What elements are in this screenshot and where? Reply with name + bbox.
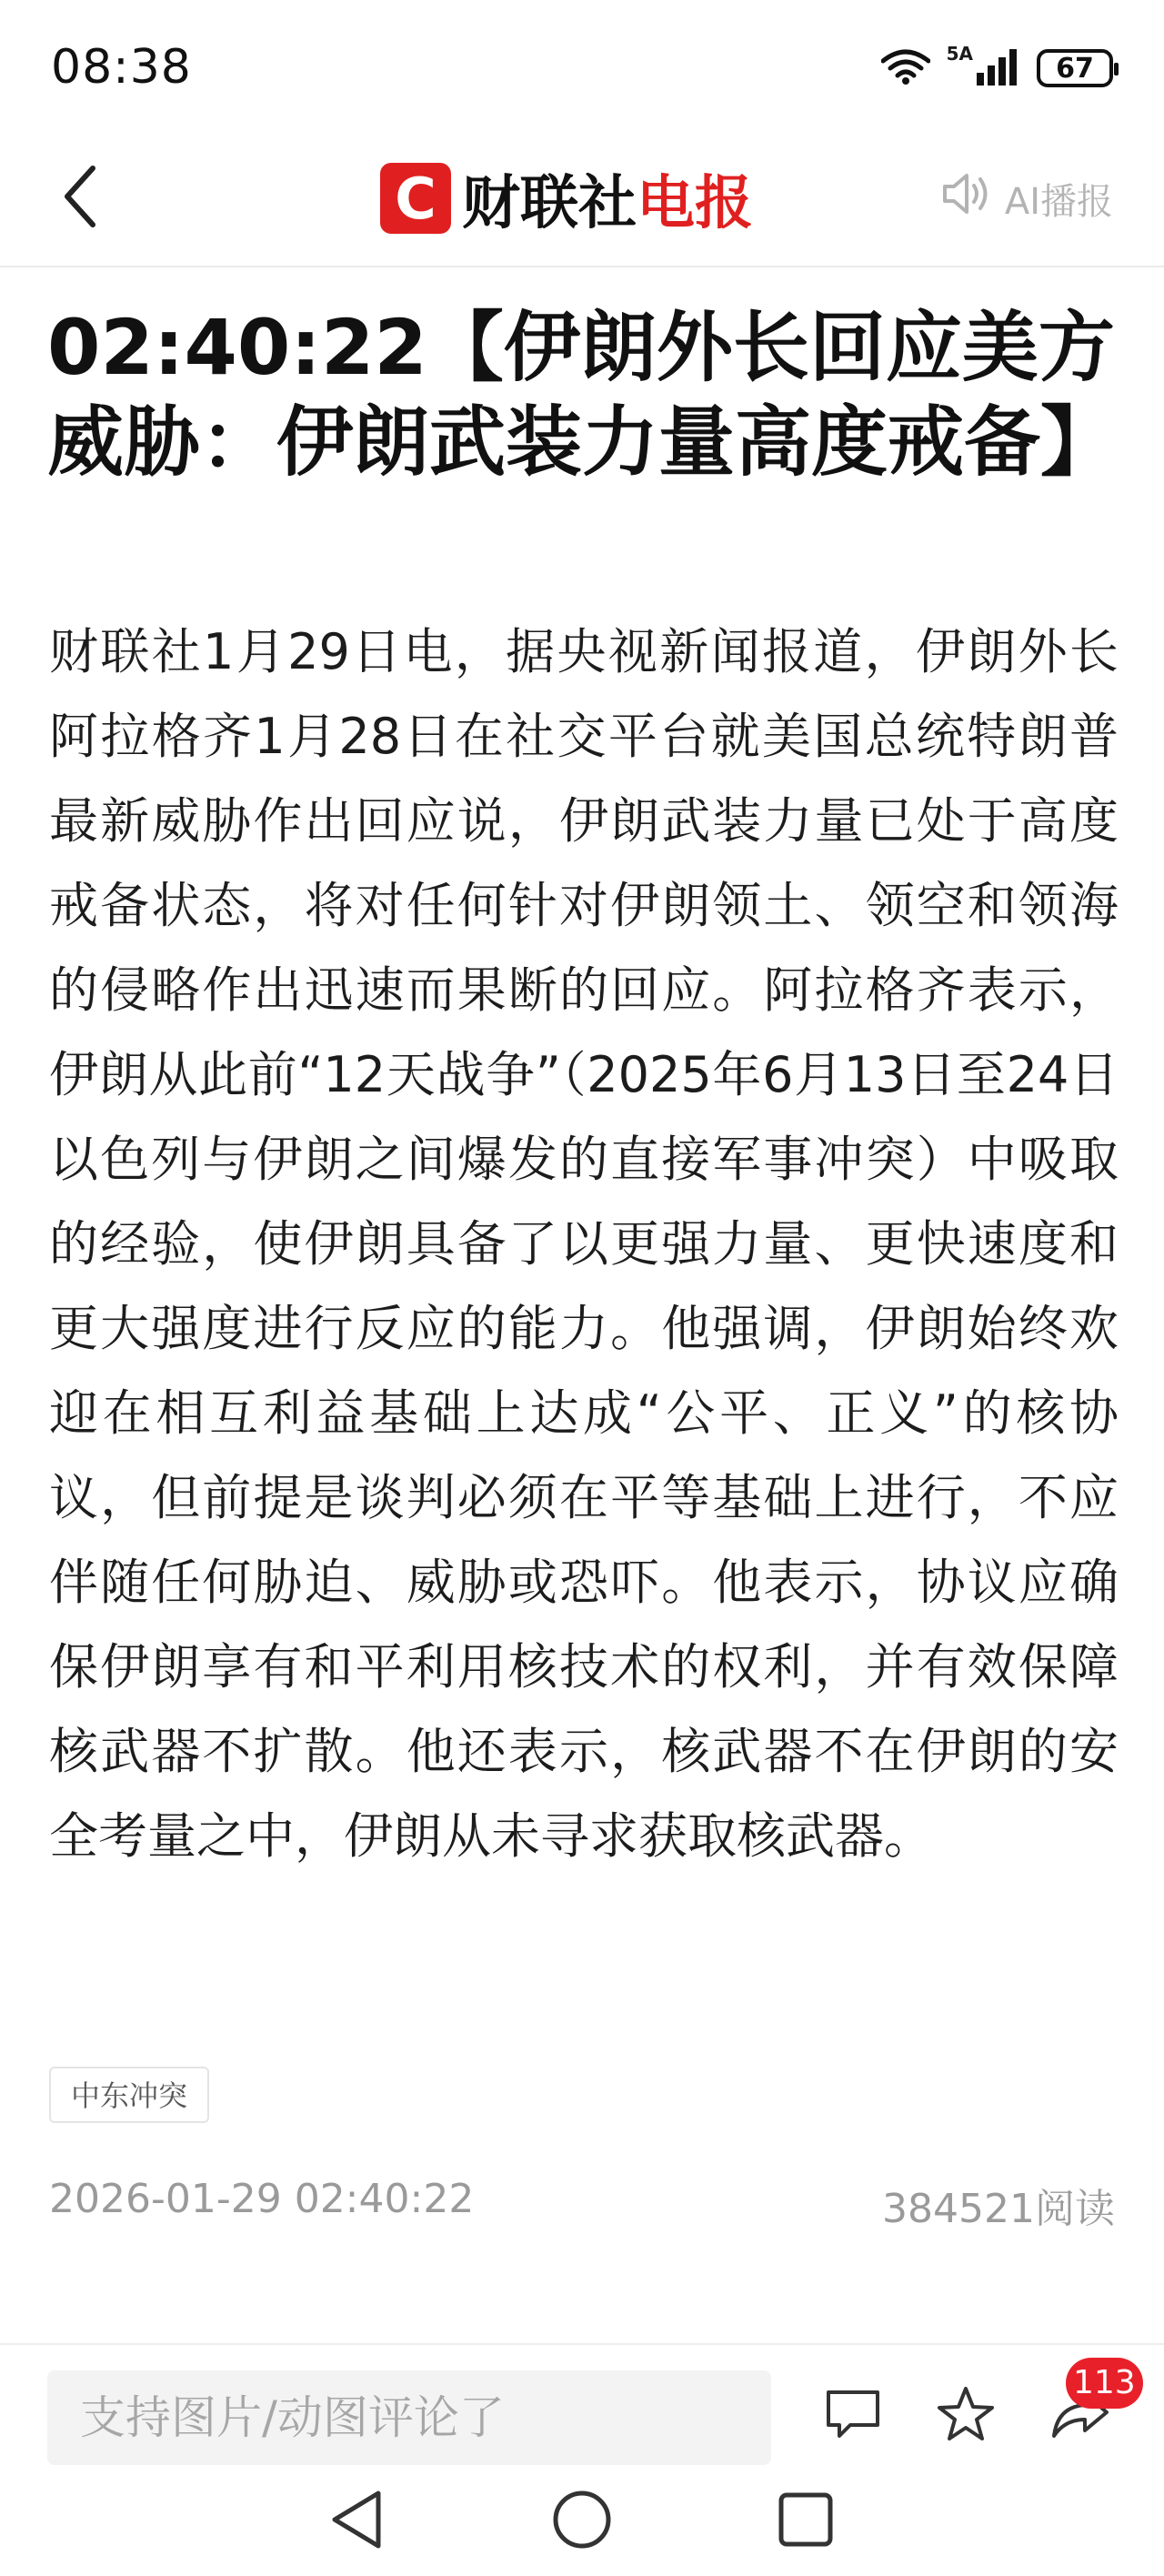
favorite-button[interactable] bbox=[929, 2380, 1002, 2452]
status-time: 08:38 bbox=[51, 40, 192, 95]
status-bar bbox=[0, 0, 1164, 136]
circle-home-icon bbox=[550, 2488, 614, 2555]
back-button[interactable] bbox=[51, 162, 109, 235]
brand-logo bbox=[380, 155, 753, 242]
back-arrow-icon bbox=[62, 165, 98, 232]
star-icon bbox=[936, 2385, 996, 2447]
comment-icon bbox=[823, 2387, 883, 2445]
battery-level: 67 bbox=[1056, 52, 1094, 85]
share-count-badge: 113 bbox=[1066, 2358, 1143, 2409]
network-type-label: 5A bbox=[946, 43, 973, 65]
system-nav-bar bbox=[0, 2467, 1164, 2576]
brand-name-red: 电报 bbox=[637, 170, 753, 237]
app-header bbox=[0, 136, 1164, 267]
ai-broadcast-label: AI播报 bbox=[1004, 180, 1113, 223]
brand-name-black: 财联社 bbox=[462, 170, 637, 237]
speaker-icon bbox=[941, 171, 992, 226]
triangle-back-icon bbox=[327, 2488, 386, 2555]
article-body: 财联社1月29日电，据央视新闻报道，伊朗外长阿拉格齐1月28日在社交平台就美国总统特朗普最新威胁作出回应说，伊朗武装力量已处于高度戒备状态，将对任何针对伊朗领土、领空和领海的侵略作出迅速而果断的回应。阿拉格齐表示，伊朗从此前“12天战争”（2025年6月13日至24日以色列与伊朗之间爆发的直接军事冲突）中吸取的经验，使伊朗具备了以更强力量、更快速度和更大强度进行反应的能力。他强调，伊朗始终欢迎在相互利益基础上达成“公平、正义”的核协议，但前提是谈判必须在平等基础上进行，不应伴随任何胁迫、威胁或恐吓。他表示，协议应确保伊朗享有和平利用核技术的权利，并有效保障核武器不扩散。他还表示，核武器不在伊朗的安全考量之中，伊朗从未寻求获取核武器。 bbox=[49, 623, 1119, 1865]
wifi-icon bbox=[881, 48, 930, 88]
topic-tag[interactable]: 中东冲突 bbox=[49, 2067, 209, 2123]
read-count: 384521阅读 bbox=[882, 2186, 1115, 2232]
nav-home-button[interactable] bbox=[546, 2485, 618, 2558]
brand-logo-mark: C bbox=[380, 163, 451, 234]
comment-input[interactable] bbox=[47, 2370, 771, 2465]
ai-broadcast-button[interactable] bbox=[941, 169, 1113, 227]
article-title: 02:40:22【伊朗外长回应美方威胁：伊朗武装力量高度戒备】 bbox=[47, 303, 1118, 487]
square-recent-icon bbox=[776, 2490, 836, 2553]
comment-button[interactable] bbox=[817, 2380, 889, 2452]
nav-back-button[interactable] bbox=[320, 2485, 393, 2558]
battery-icon bbox=[1037, 49, 1113, 87]
nav-recent-button[interactable] bbox=[769, 2485, 842, 2558]
brand-name bbox=[462, 156, 753, 240]
signal-icon bbox=[975, 47, 1020, 89]
status-icons bbox=[881, 43, 1113, 89]
bottom-action-bar bbox=[0, 2343, 1164, 2469]
publish-timestamp: 2026-01-29 02:40:22 bbox=[49, 2176, 475, 2222]
